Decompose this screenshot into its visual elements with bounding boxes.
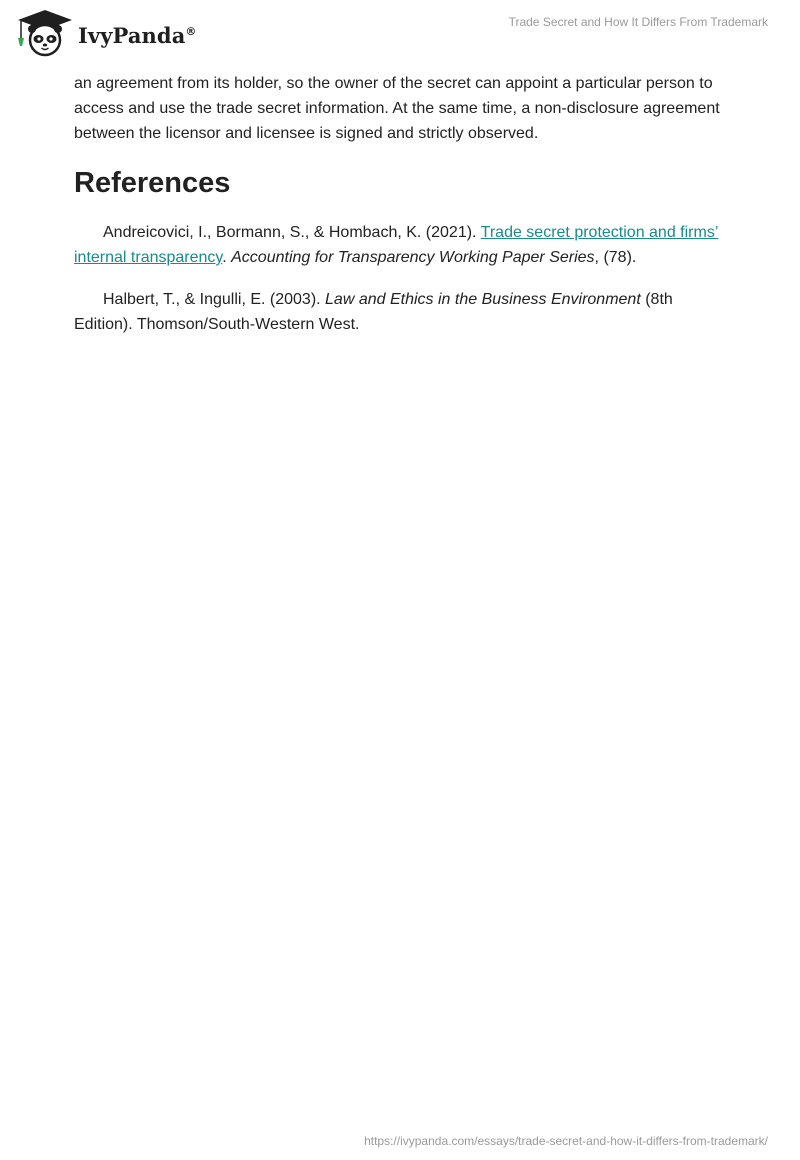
brand-name: IvyPanda® (78, 22, 197, 48)
page-header (0, 0, 800, 64)
page-url[interactable]: https://ivypanda.com/essays/trade-secret-and-how-it-differs-from-trademark/ (364, 1134, 768, 1148)
reference-entry (74, 220, 728, 270)
reference-title: Accounting for Transparency Working Paper Series (231, 249, 595, 266)
running-title: Trade Secret and How It Differs From Trademark (508, 15, 768, 29)
reference-text: , (78). (594, 249, 637, 266)
reference-authors: Halbert, T., & Ingulli, E. (2003). (103, 291, 326, 308)
panda-graduate-icon (14, 8, 76, 58)
reference-entry (74, 287, 728, 337)
body-paragraph: an agreement from its holder, so the owner of the secret can appoint a particular person to access and use the trade secret information. At the same time, a non-disclosure agreement between the licensor and licensee is signed and strictly observed. (74, 75, 720, 142)
essay-content (74, 71, 728, 354)
reference-title: Law and Ethics in the Business Environment (325, 291, 641, 308)
reference-authors: Andreicovici, I., Bormann, S., & Hombach, K. (2021). (103, 224, 481, 241)
reference-text: (8th Edition). Thomson/South-Western West. (74, 291, 673, 333)
reference-text: . (222, 249, 232, 266)
references-heading: References (74, 167, 231, 199)
reference-link[interactable]: Trade secret protection and firms’ internal transparency (74, 224, 719, 266)
registered-mark: ® (185, 24, 197, 38)
ivypanda-logo[interactable] (14, 8, 197, 58)
